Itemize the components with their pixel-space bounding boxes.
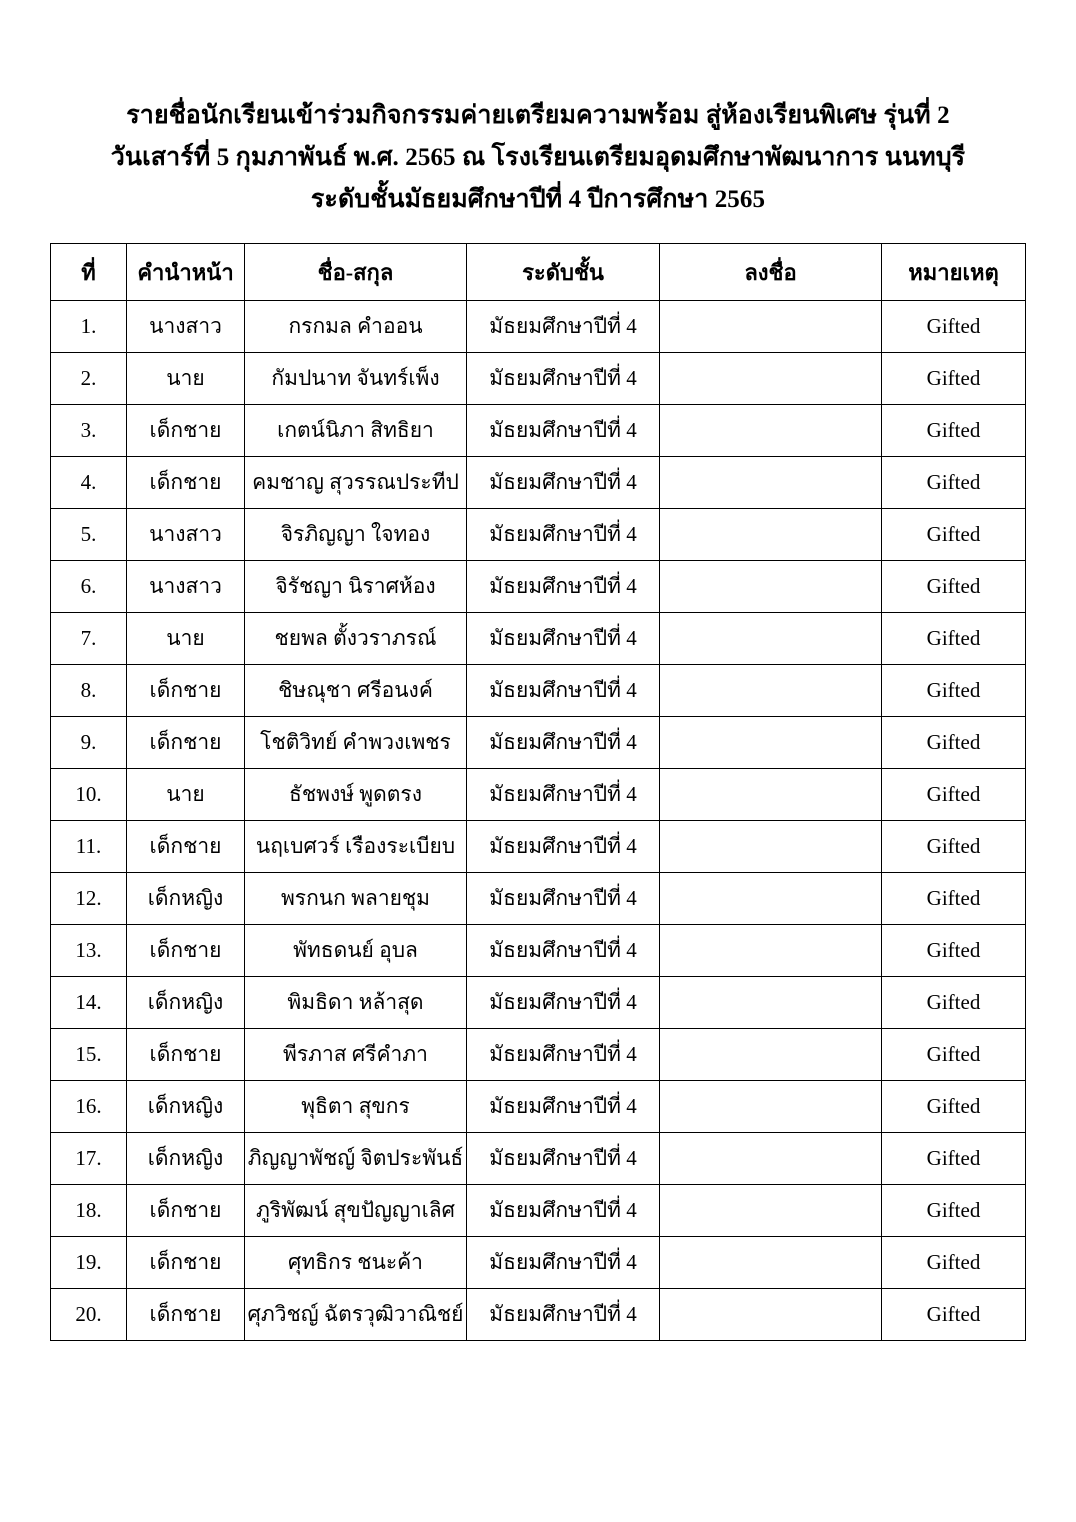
title-line-2: วันเสาร์ที่ 5 กุมภาพันธ์ พ.ศ. 2565 ณ โรงเรียนเตรียมอุดมศึกษาพัฒนาการ นนทบุรี [110, 144, 966, 171]
cell-name: กรกมล คำออน [245, 301, 467, 353]
table-row [51, 301, 1026, 353]
table-row [51, 353, 1026, 405]
cell-sign[interactable] [660, 977, 882, 1029]
cell-level: มัธยมศึกษาปีที่ 4 [467, 821, 660, 873]
cell-name: เกตน์นิภา สิทธิยา [245, 405, 467, 457]
cell-prefix: เด็กชาย [127, 821, 245, 873]
cell-name: จิรัชญา นิราศห้อง [245, 561, 467, 613]
cell-level: มัธยมศึกษาปีที่ 4 [467, 1133, 660, 1185]
cell-sign[interactable] [660, 1029, 882, 1081]
cell-name: พัทธดนย์ อุบล [245, 925, 467, 977]
table-row [51, 509, 1026, 561]
cell-name: ศุภวิชญ์ ฉัตรวุฒิวาณิชย์ [245, 1289, 467, 1341]
cell-note: Gifted [882, 301, 1026, 353]
cell-no: 10. [51, 769, 127, 821]
cell-no: 15. [51, 1029, 127, 1081]
cell-no: 6. [51, 561, 127, 613]
cell-name: ภูริพัฒน์ สุขปัญญาเลิศ [245, 1185, 467, 1237]
cell-prefix: เด็กชาย [127, 405, 245, 457]
cell-note: Gifted [882, 353, 1026, 405]
table-row [51, 1081, 1026, 1133]
cell-note: Gifted [882, 1029, 1026, 1081]
cell-no: 14. [51, 977, 127, 1029]
cell-no: 8. [51, 665, 127, 717]
cell-level: มัธยมศึกษาปีที่ 4 [467, 561, 660, 613]
column-header-prefix: คำนำหน้า [127, 244, 245, 301]
cell-note: Gifted [882, 1185, 1026, 1237]
cell-sign[interactable] [660, 353, 882, 405]
table-row [51, 977, 1026, 1029]
column-header-no: ที่ [51, 244, 127, 301]
cell-sign[interactable] [660, 925, 882, 977]
cell-level: มัธยมศึกษาปีที่ 4 [467, 301, 660, 353]
cell-prefix: เด็กชาย [127, 925, 245, 977]
cell-no: 19. [51, 1237, 127, 1289]
cell-sign[interactable] [660, 1081, 882, 1133]
cell-level: มัธยมศึกษาปีที่ 4 [467, 1081, 660, 1133]
cell-sign[interactable] [660, 509, 882, 561]
cell-note: Gifted [882, 1133, 1026, 1185]
column-header-name: ชื่อ-สกุล [245, 244, 467, 301]
cell-no: 9. [51, 717, 127, 769]
cell-no: 3. [51, 405, 127, 457]
cell-sign[interactable] [660, 769, 882, 821]
cell-note: Gifted [882, 613, 1026, 665]
cell-level: มัธยมศึกษาปีที่ 4 [467, 613, 660, 665]
cell-note: Gifted [882, 925, 1026, 977]
cell-prefix: เด็กชาย [127, 1237, 245, 1289]
cell-level: มัธยมศึกษาปีที่ 4 [467, 1029, 660, 1081]
cell-prefix: เด็กชาย [127, 717, 245, 769]
cell-prefix: เด็กชาย [127, 1029, 245, 1081]
cell-note: Gifted [882, 405, 1026, 457]
cell-sign[interactable] [660, 1133, 882, 1185]
cell-level: มัธยมศึกษาปีที่ 4 [467, 353, 660, 405]
column-header-note: หมายเหตุ [882, 244, 1026, 301]
cell-sign[interactable] [660, 405, 882, 457]
table-row [51, 1029, 1026, 1081]
table-header-row [51, 244, 1026, 301]
cell-name: นฤเบศวร์ เรืองระเบียบ [245, 821, 467, 873]
cell-level: มัธยมศึกษาปีที่ 4 [467, 665, 660, 717]
cell-level: มัธยมศึกษาปีที่ 4 [467, 925, 660, 977]
table-row [51, 665, 1026, 717]
cell-level: มัธยมศึกษาปีที่ 4 [467, 405, 660, 457]
cell-prefix: นางสาว [127, 301, 245, 353]
cell-sign[interactable] [660, 1237, 882, 1289]
cell-note: Gifted [882, 821, 1026, 873]
cell-prefix: เด็กชาย [127, 457, 245, 509]
cell-name: พิมธิดา หล้าสุด [245, 977, 467, 1029]
cell-name: ชยพล ตั้งวราภรณ์ [245, 613, 467, 665]
cell-note: Gifted [882, 509, 1026, 561]
cell-note: Gifted [882, 717, 1026, 769]
title-line-1: รายชื่อนักเรียนเข้าร่วมกิจกรรมค่ายเตรียมความพร้อม สู่ห้องเรียนพิเศษ รุ่นที่ 2 [126, 102, 950, 129]
cell-note: Gifted [882, 457, 1026, 509]
cell-prefix: เด็กหญิง [127, 873, 245, 925]
cell-note: Gifted [882, 873, 1026, 925]
table-row [51, 457, 1026, 509]
cell-name: ธัชพงษ์ พูดตรง [245, 769, 467, 821]
cell-no: 16. [51, 1081, 127, 1133]
cell-note: Gifted [882, 977, 1026, 1029]
cell-level: มัธยมศึกษาปีที่ 4 [467, 457, 660, 509]
cell-sign[interactable] [660, 821, 882, 873]
cell-no: 20. [51, 1289, 127, 1341]
cell-prefix: เด็กชาย [127, 665, 245, 717]
cell-prefix: เด็กหญิง [127, 1081, 245, 1133]
cell-level: มัธยมศึกษาปีที่ 4 [467, 977, 660, 1029]
cell-no: 2. [51, 353, 127, 405]
cell-sign[interactable] [660, 301, 882, 353]
column-header-sign: ลงชื่อ [660, 244, 882, 301]
cell-no: 4. [51, 457, 127, 509]
cell-name: ภิญญาพัชญ์ จิตประพันธ์ [245, 1133, 467, 1185]
cell-no: 18. [51, 1185, 127, 1237]
cell-note: Gifted [882, 1081, 1026, 1133]
cell-note: Gifted [882, 1289, 1026, 1341]
cell-no: 5. [51, 509, 127, 561]
student-roster-table [50, 243, 1026, 1341]
table-row [51, 873, 1026, 925]
cell-no: 1. [51, 301, 127, 353]
table-row [51, 1133, 1026, 1185]
title-line-3: ระดับชั้นมัธยมศึกษาปีที่ 4 ปีการศึกษา 2565 [310, 186, 766, 213]
cell-level: มัธยมศึกษาปีที่ 4 [467, 873, 660, 925]
cell-name: โชติวิทย์ คำพวงเพชร [245, 717, 467, 769]
cell-sign[interactable] [660, 613, 882, 665]
cell-name: พรกนก พลายชุม [245, 873, 467, 925]
cell-prefix: เด็กชาย [127, 1185, 245, 1237]
cell-sign[interactable] [660, 665, 882, 717]
cell-no: 17. [51, 1133, 127, 1185]
cell-prefix: เด็กหญิง [127, 1133, 245, 1185]
cell-name: พีรภาส ศรีคำภา [245, 1029, 467, 1081]
cell-prefix: นางสาว [127, 561, 245, 613]
table-row [51, 925, 1026, 977]
cell-prefix: นางสาว [127, 509, 245, 561]
cell-note: Gifted [882, 561, 1026, 613]
table-row [51, 769, 1026, 821]
table-row [51, 1237, 1026, 1289]
cell-name: คมชาญ สุวรรณประทีป [245, 457, 467, 509]
column-header-level: ระดับชั้น [467, 244, 660, 301]
table-row [51, 1185, 1026, 1237]
cell-sign[interactable] [660, 457, 882, 509]
cell-sign[interactable] [660, 1289, 882, 1341]
table-body [51, 301, 1026, 1341]
cell-prefix: นาย [127, 353, 245, 405]
cell-note: Gifted [882, 769, 1026, 821]
cell-name: พุธิตา สุขกร [245, 1081, 467, 1133]
cell-sign[interactable] [660, 1185, 882, 1237]
cell-note: Gifted [882, 665, 1026, 717]
table-row [51, 613, 1026, 665]
page-title [50, 95, 1026, 221]
cell-level: มัธยมศึกษาปีที่ 4 [467, 769, 660, 821]
table-row [51, 405, 1026, 457]
cell-sign[interactable] [660, 873, 882, 925]
cell-name: จิรภิญญา ใจทอง [245, 509, 467, 561]
cell-name: ศุทธิกร ชนะค้า [245, 1237, 467, 1289]
table-row [51, 717, 1026, 769]
cell-prefix: เด็กหญิง [127, 977, 245, 1029]
cell-level: มัธยมศึกษาปีที่ 4 [467, 1289, 660, 1341]
cell-note: Gifted [882, 1237, 1026, 1289]
cell-prefix: นาย [127, 769, 245, 821]
table-row [51, 821, 1026, 873]
cell-no: 7. [51, 613, 127, 665]
cell-level: มัธยมศึกษาปีที่ 4 [467, 1237, 660, 1289]
cell-prefix: นาย [127, 613, 245, 665]
cell-name: ชิษณุชา ศรีอนงค์ [245, 665, 467, 717]
table-row [51, 1289, 1026, 1341]
cell-level: มัธยมศึกษาปีที่ 4 [467, 509, 660, 561]
cell-level: มัธยมศึกษาปีที่ 4 [467, 717, 660, 769]
cell-no: 13. [51, 925, 127, 977]
cell-sign[interactable] [660, 561, 882, 613]
cell-prefix: เด็กชาย [127, 1289, 245, 1341]
cell-no: 12. [51, 873, 127, 925]
cell-name: กัมปนาท จันทร์เพ็ง [245, 353, 467, 405]
cell-sign[interactable] [660, 717, 882, 769]
table-row [51, 561, 1026, 613]
cell-level: มัธยมศึกษาปีที่ 4 [467, 1185, 660, 1237]
cell-no: 11. [51, 821, 127, 873]
